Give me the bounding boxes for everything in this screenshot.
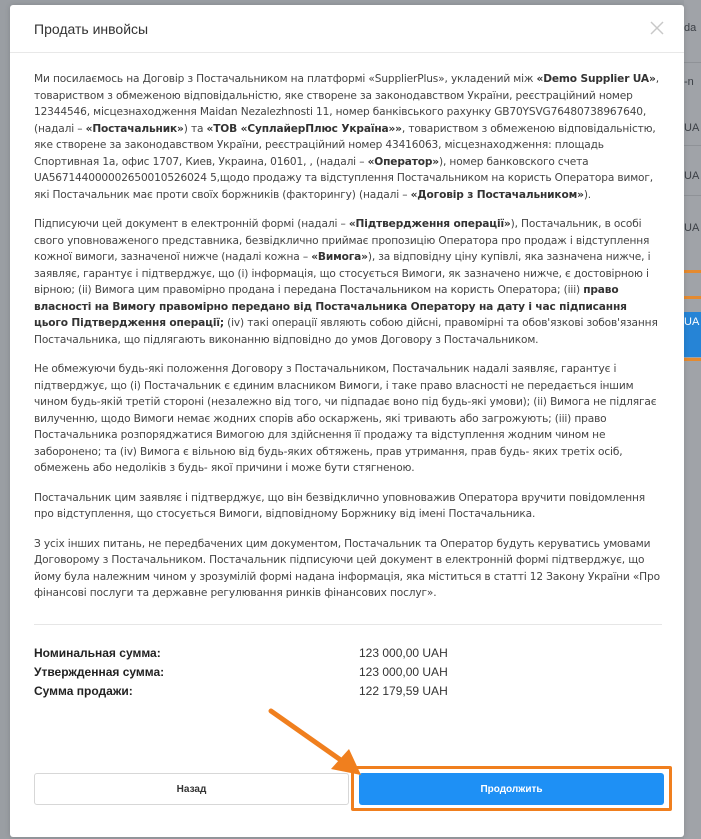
sum-label: Сумма продажи: [34,684,133,698]
divider [34,624,662,625]
agreement-paragraph [34,361,662,477]
agreement-paragraph [34,536,662,602]
text-segment: Підписуючи цей документ в електронній формі (надалі – [34,218,349,230]
text-segment: (iv) такі операції являють собою дійсні, правомірні та обов'язкові зобов'язання Постачальника, що підлягають виконанню відповідно до умов Договору з Постачальником. [34,317,658,346]
modal-title: Продать инвойсы [34,21,149,37]
bold-term: «Підтвердження операції» [348,218,511,230]
background-table-edge [684,0,701,839]
bold-term: «Договір з Постачальником» [410,188,584,201]
sum-value: 123 000,00 UAH [359,646,448,660]
text-segment: ), номер банковского счета UA567144000002650010526024 5,щодо продажу та відступлення Постачальником на користь Оператора вимог, які Постачальник має проти своїх боржників (факторингу) (надалі – [34,155,654,201]
bold-term: право власності на Вимогу правомірно передано від Постачальника Оператору на дату і час підписання цього Підтвердження операції; [34,284,627,329]
agreement-paragraph [34,71,662,203]
text-segment: Ми посилаємось на Договір з Постачальником на платформі «SupplierPlus», укладений між [34,73,537,85]
bg-cell: da [684,22,697,34]
bg-divider [684,195,701,196]
sum-value: 123 000,00 UAH [359,665,448,679]
text-segment: З усіх інших питань, не передбачених цим документом, Постачальник та Оператор будуть керуватись умовами Договорому з Постачальником. Постачальник підписуючи цей документ в електронній формі підтверджує, що йому була належним чином у зрозумілій формі надана інформація, яка міститься в статті 12 Закону України «Про фінансові послуги та державне регулювання ринків фінансових послуг». [34,537,660,599]
bg-cell: -n [684,76,694,88]
continue-button[interactable]: Продолжить [359,773,664,805]
text-segment: , товариством з обмеженою відповідальністю, яке створене за законодавством України, реєстраційний номер 12344546, місцезнаходження Maidan Nezalezhnosti 11, номер банківського рахунку GB70YSVG76480738967640, (надалі – [34,73,659,135]
bg-cell: UA [684,170,700,182]
text-segment: Не обмежуючи будь-які положення Договору з Постачальником, Постачальник надалі заявляє, гарантує і підтверджує, що (i) Постачальник є єдиним власником Вимоги, і таке право власності не передається іншим чином будь-якій третій стороні (незалежно від того, чи підпадає воно під будь-які умови); (ii) Вимога не підлягає вилученню, щодо Вимоги немає жодних спорів або оскаржень, які тривають або загрожують; (iii) право Постачальника розпоряджатися Вимогою для здійснення її продажу та відступлення жодним чином не заборонено; та (iv) Вимога є вільною від будь-яких обтяжень, прав утримання, прав будь- яких третіх осіб, обмежень або недоліків з будь- якої причини і може бути стягненою. [34,363,657,474]
bg-cell: UA [684,222,700,234]
bold-term: «ТОВ «СуплайерПлюс Україна»» [206,122,402,135]
bold-term: «Оператор» [367,155,439,168]
bg-highlight-line [684,296,701,299]
bold-term: «Постачальник» [85,122,184,135]
sum-row-approved [34,665,662,684]
back-button[interactable]: Назад [34,773,349,805]
text-segment: Постачальник цим заявляє і підтверджує, що він безвідкличнo уповноважив Оператора вручити повідомлення про відступлення, що стосується Вимоги, відповідному Боржнику від імені Постачальника. [34,491,645,520]
text-segment: , товариством з обмеженою відповідальністю, яке створене за законодавством України, реєстраційний номер 43416063, місцезнаходження: площадь Спортивная 1а, офис 1707, Киев, Украина, 01601, , (надалі – [34,122,656,168]
bg-highlight-line [684,358,701,361]
bg-cell: UA [684,122,700,134]
modal-header [10,5,684,53]
sum-label: Номинальная сумма: [34,646,161,660]
text-segment: ). [583,188,592,201]
sums-section [34,646,662,703]
bg-divider [684,62,701,63]
agreement-paragraph [34,216,662,348]
text-segment: ), за відповідну ціну купівлі, яка зазначена нижче, і заявляє, гарантує і підтверджує, що (i) інформація, що стосується Вимоги, як зазначено нижче, є достовірною і вірною; (ii) Вимога цим правомірно продана і передана Постачальником на користь Оператора; (iii) [34,251,651,296]
bold-term: «Demo Supplier UA» [536,73,656,85]
bg-cell: UA [684,316,700,328]
sum-row-sale [34,684,662,703]
agreement-paragraph [34,490,662,523]
close-icon[interactable] [648,19,666,37]
pointer-arrow-icon [265,705,375,785]
bg-divider [684,145,701,146]
bold-term: «Вимога» [311,251,368,263]
bg-highlight-line [684,270,701,273]
text-segment: ) та [183,122,207,135]
sum-label: Утвержденная сумма: [34,665,165,679]
agreement-text [34,71,662,615]
sum-row-nominal [34,646,662,665]
sum-value: 122 179,59 UAH [359,684,448,698]
sell-invoices-modal [10,5,684,837]
text-segment: ), Постачальник, в особі свого уповноваженого представника, безвідкличнo приймає пропозицію Оператора про продаж і відступлення кожної вимоги, зазначеної нижче (надалі кожна – [34,218,650,263]
